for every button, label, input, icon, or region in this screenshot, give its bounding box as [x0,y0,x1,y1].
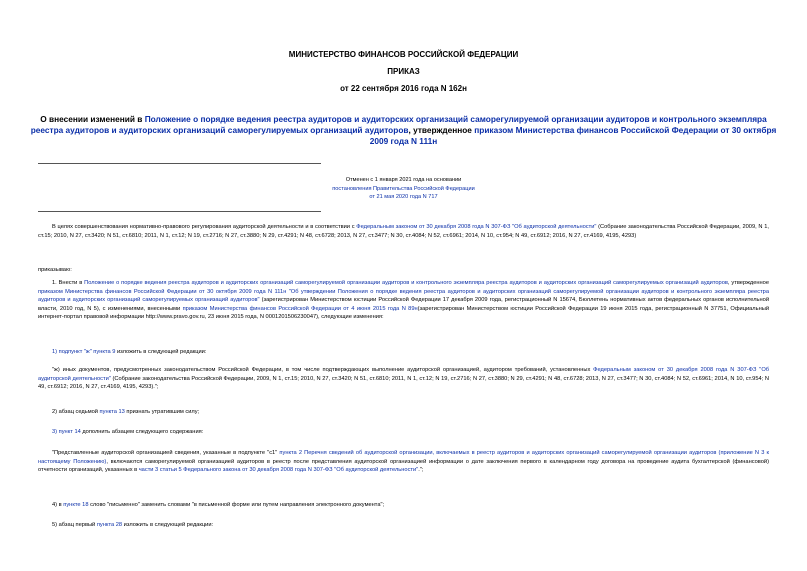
paragraph-text: В целях совершенствования нормативно-правового регулирования аудиторской деятельности и в соответствии с [52,224,357,230]
title-link-order[interactable]: приказом Министерства финансов Российской Федерации от 30 октября 2009 года N 111н [369,125,777,146]
appendix-link[interactable]: пункта 2 Перечня сведений об аудиторской организации, включаемых в реестр аудиторов и аудиторских организаций саморегулируемой организации аудиторов (приложение N 3 к настоящему Положению) [38,450,769,465]
point-28-link[interactable]: пункта 28 [96,522,123,528]
title-link-regulation[interactable]: Положение о порядке ведения реестра аудиторов и аудиторских организаций саморегулируемой организации аудиторов и контрольного экземпляра реестра аудиторов и аудиторских организаций саморегулируемых организаций аудиторов [30,114,767,135]
paragraph-text: признать утратившим силу; [124,409,200,415]
paragraph-text: (Собрание законодательства Российской Федерации, 2009, N 1, ст.15; 2010, N 27, ст.3420; N 51, ст.6810; 2011, N 1, ст.12; N 19, ст.2716; N 27, ст.3880; N 29, ст.4291; N 48, ст.6728; 2013, N 27, ст.3477; N 30, ст.4084; N 52, ст.6961; 2014, N 10, ст.954; N 49, ст.6912; 2016, N 27, ст.4169, 4195, 4293) [38,224,769,239]
paragraph-text: "Представленные аудиторской организацией сведения, указанные в подпункте "с1" [52,450,280,456]
ministry-heading: МИНИСТЕРСТВО ФИНАНСОВ РОССИЙСКОЙ ФЕДЕРАЦИИ [288,50,519,59]
law-link[interactable]: Федеральным законом от 30 декабря 2008 года N 307-ФЗ "Об аудиторской деятельности" [356,224,597,230]
paragraph-text: (зарегистрирован Министерством юстиции Российской Федерации 17 декабря 2009 года, регистрационный N 15674, Бюллетень нормативных актов федеральных органов исполнительной власти, 2010 год, N 5), с изменениями, внесенными [38,297,769,312]
paragraph-text: , включаются саморегулируемой организацией аудиторов в реестр после представления аудиторской организацией информации о дате заключения первого в календарном году договора на проведение аудита бухгалтерской (финансовой) отчетности организаций, указанных в [38,458,769,473]
quote-zh-paragraph [38,366,769,392]
order-link[interactable]: приказом Министерства финансов Российской Федерации от 30 октября 2009 года N 111н "Об утверждении Положения о порядке ведения реестра аудиторов и аудиторских организаций саморегулируемой организации аудиторов и контрольного экземпляра реестра аудиторов и аудиторских организаций саморегулируемых организаций аудиторов" [38,288,769,303]
document-date-number: от 22 сентября 2016 года N 162н [340,84,467,93]
point-18-link[interactable]: пункте 18 [63,502,89,508]
title-text: , утвержденное [408,125,475,135]
law-article-link[interactable]: части 3 статьи 5 Федерального закона от 30 декабря 2008 года N 307-ФЗ "Об аудиторской деятельности" [138,467,419,473]
point-13-link[interactable]: пункта 13 [99,409,125,415]
revocation-note [0,176,807,202]
item-4-paragraph [38,501,769,510]
item-2-paragraph [38,408,769,417]
document-title [30,114,777,147]
revocation-link-date[interactable]: от 21 мая 2020 года N 717 [369,194,438,201]
divider-bottom [38,211,321,212]
item-5-paragraph [38,521,769,530]
revocation-link[interactable]: постановления Правительства Российской Федерации [332,185,475,192]
amendment-order-link[interactable]: приказом Министерства финансов Российской Федерации от 4 июня 2015 года N 89н [182,305,418,312]
item-3-paragraph [38,428,769,437]
subpoint-link[interactable]: 1) подпункт "ж" пункта 9 [52,349,116,355]
paragraph-text: 2) абзац седьмой [52,409,100,415]
paragraph-text: (зарегистрирован Министерством юстиции Российской Федерации 19 июня 2015 года, регистрационный N 37751, Официальный интернет-портал правовой информации http://www.pravo.gov.ru, 23 июня 2015 года, N 0001201506230047), следующие изменения: [38,305,769,320]
paragraph-text: 4) в [52,502,64,508]
regulation-link[interactable]: Положение о порядке ведения реестра аудиторов и аудиторских организаций саморегулируемой организации аудиторов и контрольного экземпляра реестра аудиторов и аудиторских организаций саморегулируемых организаций аудиторов [84,280,728,286]
preamble-paragraph [38,223,769,240]
paragraph-text: дополнить абзацем следующего содержания: [80,429,204,435]
law-link[interactable]: Федеральным законом от 30 декабря 2008 года N 307-ФЗ "Об аудиторской деятельности" [38,367,769,382]
item-1-paragraph [38,279,769,322]
paragraph-text: "ж) иных документов, предусмотренных законодательством Российской Федерации, в том числе подтверждающих выполнение аудиторской организацией, аудитором требований, установленных [52,367,594,373]
quote-paragraph [38,449,769,475]
paragraph-text: , утвержденное [727,280,770,286]
order-word: приказываю: [38,267,72,273]
item-1-1-paragraph [38,348,769,357]
paragraph-text: (Собрание законодательства Российской Федерации, 2009, N 1, ст.15; 2010, N 27, ст.3420; N 51, ст.6810; 2011, N 1, ст.12; N 19, ст.2716; N 27, ст.3880; N 29, ст.4291; N 48, ст.6728; 2013, N 27, ст.3477; N 30, ст.4084; N 52, ст.6961; 2014, N 10, ст.954; N 49, ст.6912; 2016, N 27, ст.4169, 4195, 4293)."; [38,375,769,390]
point-14-link[interactable]: 3) пункт 14 [52,429,81,435]
paragraph-text: 1. Внести в [52,280,85,286]
paragraph-text: слово "письменно" заменить словами "в письменной форме или путем направления электронного документа"; [88,502,385,508]
paragraph-text: изложить в следующей редакции: [115,349,207,355]
revocation-line: Отменен с 1 января 2021 года на основании [345,177,462,183]
paragraph-text: изложить в следующей редакции: [122,522,214,528]
paragraph-text: ."; [418,467,424,473]
paragraph-text: 5) абзац первый [52,522,97,528]
title-text: О внесении изменений в [40,114,145,124]
divider-top [38,163,321,164]
document-type: ПРИКАЗ [387,67,420,76]
